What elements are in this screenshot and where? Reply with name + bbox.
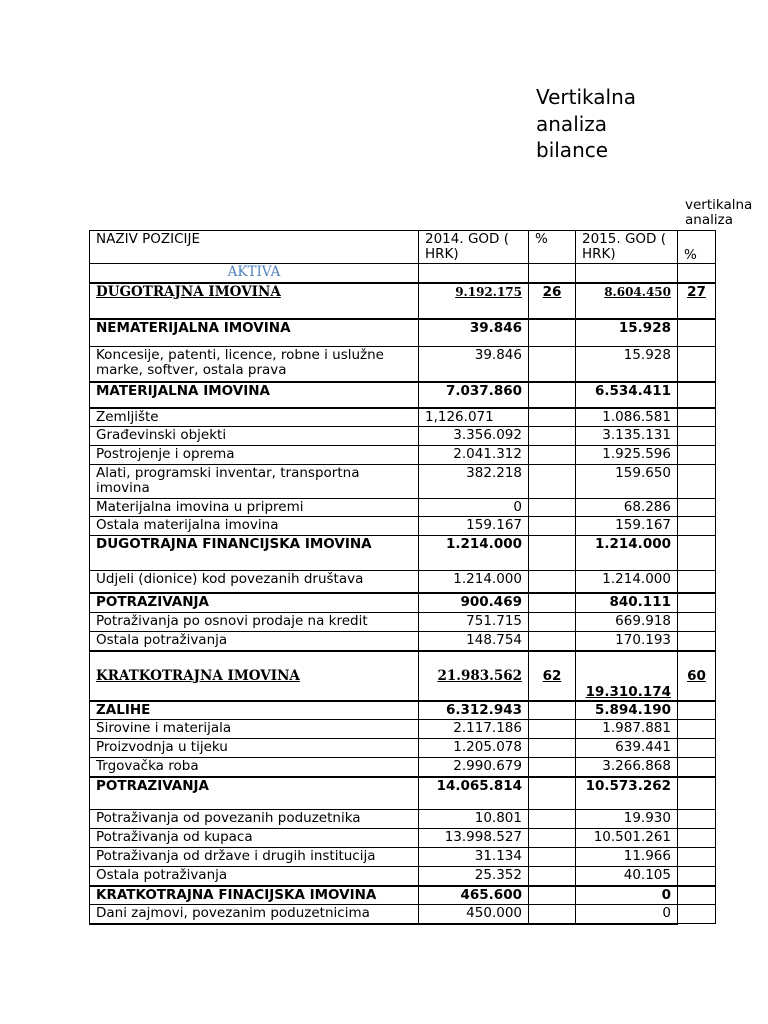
row-2014: 25.352: [419, 867, 529, 886]
row-2015: 10.501.261: [576, 829, 678, 848]
row-2015: 8.604.450: [576, 283, 678, 319]
row-2014: 2.990.679: [419, 758, 529, 777]
table-row: [90, 571, 716, 593]
row-2014: 900.469: [419, 593, 529, 613]
row-2015: 0: [576, 905, 678, 924]
header-naziv: NAZIV POZICIJE: [90, 231, 419, 264]
aktiva-row: [90, 264, 716, 283]
table-row: [90, 829, 716, 848]
table-row: [90, 382, 716, 408]
row-2014: 159.167: [419, 517, 529, 536]
table-row: [90, 651, 716, 701]
row-2015: 1.987.881: [576, 720, 678, 739]
row-2014: 0: [419, 499, 529, 517]
row-name: Postrojenje i oprema: [90, 446, 419, 465]
header-row: [90, 231, 716, 264]
balance-table: [89, 230, 716, 925]
row-name: Sirovine i materijala: [90, 720, 419, 739]
row-pct-2014: 26: [529, 283, 576, 319]
row-name: Zemljište: [90, 408, 419, 427]
row-name: MATERIJALNA IMOVINA: [90, 382, 419, 408]
row-2014: 1.214.000: [419, 536, 529, 571]
row-2014: 10.801: [419, 810, 529, 829]
table-row: [90, 777, 716, 810]
row-2015: 1.925.596: [576, 446, 678, 465]
row-2015: 170.193: [576, 632, 678, 651]
row-2014: 751.715: [419, 613, 529, 632]
row-name: KRATKOTRAJNA IMOVINA: [90, 651, 419, 701]
row-2015: 11.966: [576, 848, 678, 867]
row-name: DUGOTRAJNA FINANCIJSKA IMOVINA: [90, 536, 419, 571]
row-2014: 6.312.943: [419, 701, 529, 720]
row-2014: 2.041.312: [419, 446, 529, 465]
row-2015: 68.286: [576, 499, 678, 517]
row-2015: 15.928: [576, 347, 678, 382]
row-name: Ostala potraživanja: [90, 632, 419, 651]
title-line-3: bilance: [536, 138, 609, 162]
row-2014: 1.205.078: [419, 739, 529, 758]
title-line-1: Vertikalna: [536, 85, 637, 109]
row-name: Ostala potraživanja: [90, 867, 419, 886]
row-2014: 39.846: [419, 319, 529, 347]
row-2015: 0: [576, 886, 678, 905]
row-2014: 382.218: [419, 465, 529, 499]
row-name: NEMATERIJALNA IMOVINA: [90, 319, 419, 347]
table-row: [90, 867, 716, 886]
row-2015: 3.135.131: [576, 427, 678, 446]
table-row: [90, 632, 716, 651]
row-2015: 19.930: [576, 810, 678, 829]
row-2014: 31.134: [419, 848, 529, 867]
header-2015: 2015. GOD ( HRK): [576, 231, 678, 264]
row-2015: 19.310.174: [576, 651, 678, 701]
title-line-2: analiza: [536, 111, 608, 136]
row-2014: 148.754: [419, 632, 529, 651]
table-row: [90, 408, 716, 427]
row-pct-2014: 62: [529, 651, 576, 701]
row-2014: 3.356.092: [419, 427, 529, 446]
side-note-line-1: vertikalna: [685, 197, 753, 213]
table-row: [90, 465, 716, 499]
table-row: [90, 848, 716, 867]
row-2015: 159.650: [576, 465, 678, 499]
row-name: ZALIHE: [90, 701, 419, 720]
row-2014: 1.214.000: [419, 571, 529, 593]
row-name: Potraživanja od države i drugih institucija: [90, 848, 419, 867]
table-row: [90, 446, 716, 465]
row-name: DUGOTRAJNA IMOVINA: [90, 283, 419, 319]
row-2015: 1.214.000: [576, 536, 678, 571]
row-2015: 840.111: [576, 593, 678, 613]
table-row: [90, 517, 716, 536]
row-2014: 9.192.175: [419, 283, 529, 319]
document-title: [536, 84, 736, 164]
row-2014: 450.000: [419, 905, 529, 924]
row-name: Koncesije, patenti, licence, robne i uslužne marke, softver, ostala prava: [90, 347, 419, 382]
header-pct-2014: %: [529, 231, 576, 264]
row-name: Alati, programski inventar, transportna imovina: [90, 465, 419, 499]
table-row: [90, 593, 716, 613]
row-2015: 6.534.411: [576, 382, 678, 408]
row-2015: 159.167: [576, 517, 678, 536]
table-row: [90, 720, 716, 739]
table-row: [90, 613, 716, 632]
table-row: [90, 347, 716, 382]
table-row: [90, 886, 716, 905]
side-note: [685, 198, 752, 228]
row-2014: 39.846: [419, 347, 529, 382]
row-name: Trgovačka roba: [90, 758, 419, 777]
table-row: [90, 758, 716, 777]
row-name: Ostala materijalna imovina: [90, 517, 419, 536]
table-row: [90, 810, 716, 829]
table-row: [90, 319, 716, 347]
row-2015: 40.105: [576, 867, 678, 886]
row-2014: 21.983.562: [419, 651, 529, 701]
row-name: Materijalna imovina u pripremi: [90, 499, 419, 517]
row-name: Potraživanja od kupaca: [90, 829, 419, 848]
table-row: [90, 701, 716, 720]
row-name: Građevinski objekti: [90, 427, 419, 446]
table-row: [90, 283, 716, 319]
row-2014: 1,126.071: [419, 408, 529, 427]
row-pct-2015: 60: [678, 651, 716, 701]
row-name: Dani zajmovi, povezanim poduzetnicima: [90, 905, 419, 924]
row-2015: 1.086.581: [576, 408, 678, 427]
row-2015: 639.441: [576, 739, 678, 758]
row-2015: 5.894.190: [576, 701, 678, 720]
row-name: POTRAZIVANJA: [90, 777, 419, 810]
row-pct-2015: 27: [678, 283, 716, 319]
table-row: [90, 499, 716, 517]
table-row: [90, 536, 716, 571]
table-row: [90, 427, 716, 446]
row-name: Proizvodnja u tijeku: [90, 739, 419, 758]
row-name: POTRAZIVANJA: [90, 593, 419, 613]
header-pct-2015: %: [678, 231, 716, 264]
row-2015: 3.266.868: [576, 758, 678, 777]
row-2014: 465.600: [419, 886, 529, 905]
aktiva-label: AKTIVA: [90, 264, 419, 283]
table-row: [90, 739, 716, 758]
row-2014: 7.037.860: [419, 382, 529, 408]
row-name: Potraživanja po osnovi prodaje na kredit: [90, 613, 419, 632]
table-row: [90, 905, 716, 924]
row-2015: 15.928: [576, 319, 678, 347]
row-name: Potraživanja od povezanih poduzetnika: [90, 810, 419, 829]
row-2014: 2.117.186: [419, 720, 529, 739]
row-2015: 1.214.000: [576, 571, 678, 593]
row-2015: 10.573.262: [576, 777, 678, 810]
row-2014: 14.065.814: [419, 777, 529, 810]
header-2014: 2014. GOD ( HRK): [419, 231, 529, 264]
row-2015: 669.918: [576, 613, 678, 632]
side-note-line-2: analiza: [685, 212, 733, 228]
row-2014: 13.998.527: [419, 829, 529, 848]
row-name: Udjeli (dionice) kod povezanih društava: [90, 571, 419, 593]
row-name: KRATKOTRAJNA FINACIJSKA IMOVINA: [90, 886, 419, 905]
